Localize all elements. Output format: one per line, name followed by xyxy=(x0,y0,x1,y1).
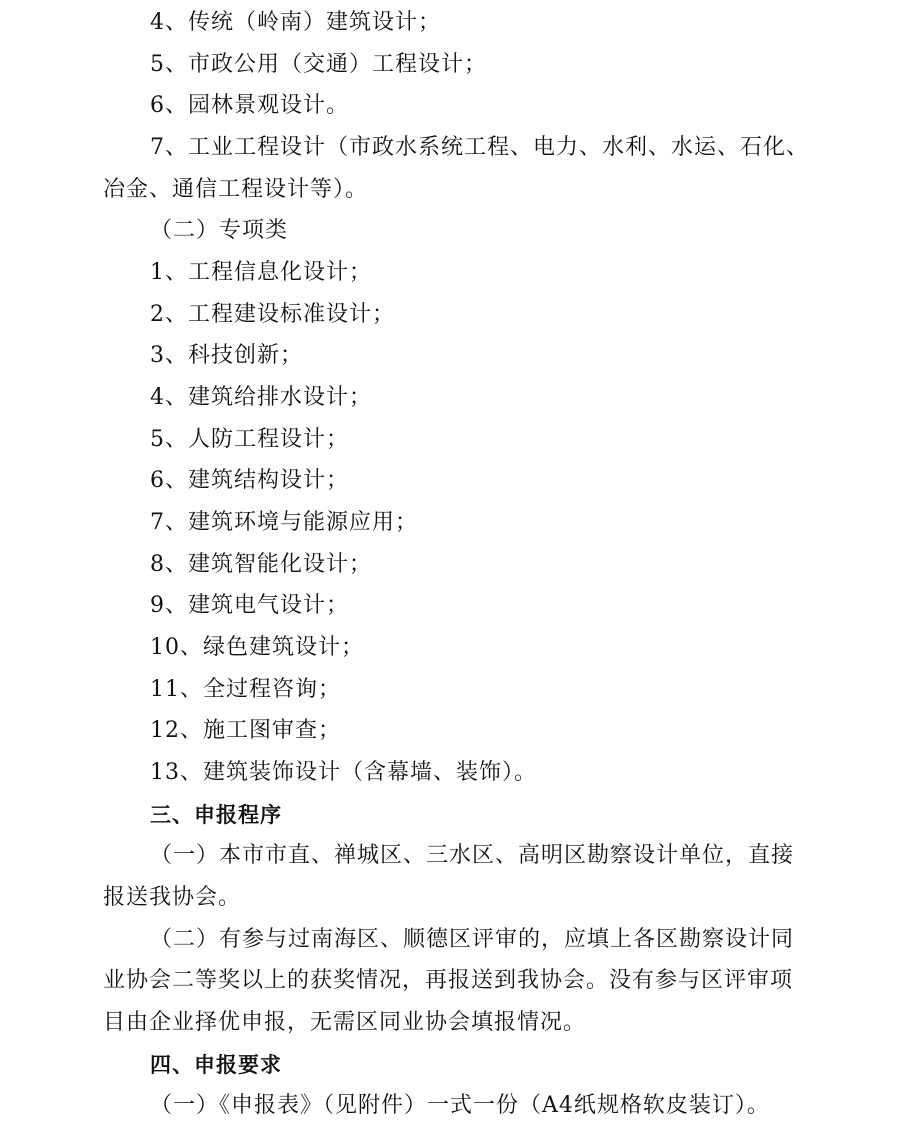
paragraph-line: （一）本市市直、禅城区、三水区、高明区勘察设计单位，直接 xyxy=(150,843,795,868)
section-heading: 四、申报要求 xyxy=(150,1053,282,1077)
list-item: 2、工程建设标准设计； xyxy=(150,302,395,327)
list-item: 8、建筑智能化设计； xyxy=(150,552,372,577)
list-item: 4、建筑给排水设计； xyxy=(150,385,372,410)
paragraph-line: 业协会二等奖以上的获奖情况，再报送到我协会。没有参与区评审项 xyxy=(103,968,794,993)
paragraph-line: 报送我协会。 xyxy=(103,885,242,910)
list-item: 12、施工图审查； xyxy=(150,718,341,743)
paragraph-line: （二）有参与过南海区、顺德区评审的，应填上各区勘察设计同 xyxy=(150,927,795,952)
list-item: 9、建筑电气设计； xyxy=(150,593,349,618)
list-item: 6、园林景观设计。 xyxy=(150,93,349,118)
paragraph-line: （一）《申报表》（见附件）一式一份（A4纸规格软皮装订）。 xyxy=(150,1093,770,1118)
list-item: 7、工业工程设计（市政水系统工程、电力、水利、水运、石化、 xyxy=(150,135,809,160)
list-item: 3、科技创新； xyxy=(150,343,303,368)
list-item: 1、工程信息化设计； xyxy=(150,260,372,285)
list-item: 10、绿色建筑设计； xyxy=(150,635,364,660)
list-item: 5、人防工程设计； xyxy=(150,427,349,452)
list-item: 5、市政公用（交通）工程设计； xyxy=(150,52,487,77)
list-item-continuation: 冶金、通信工程设计等）。 xyxy=(103,177,369,202)
list-item: 7、建筑环境与能源应用； xyxy=(150,510,418,535)
list-item: 6、建筑结构设计； xyxy=(150,468,349,493)
list-item: 4、传统（岭南）建筑设计； xyxy=(150,10,441,35)
subsection-title: （二）专项类 xyxy=(150,218,289,243)
list-item: 13、建筑装饰设计（含幕墙、装饰）。 xyxy=(150,760,537,785)
list-item: 11、全过程咨询； xyxy=(150,677,341,702)
paragraph-line: 目由企业择优申报，无需区同业协会填报情况。 xyxy=(103,1010,587,1035)
section-heading: 三、申报程序 xyxy=(150,803,282,827)
